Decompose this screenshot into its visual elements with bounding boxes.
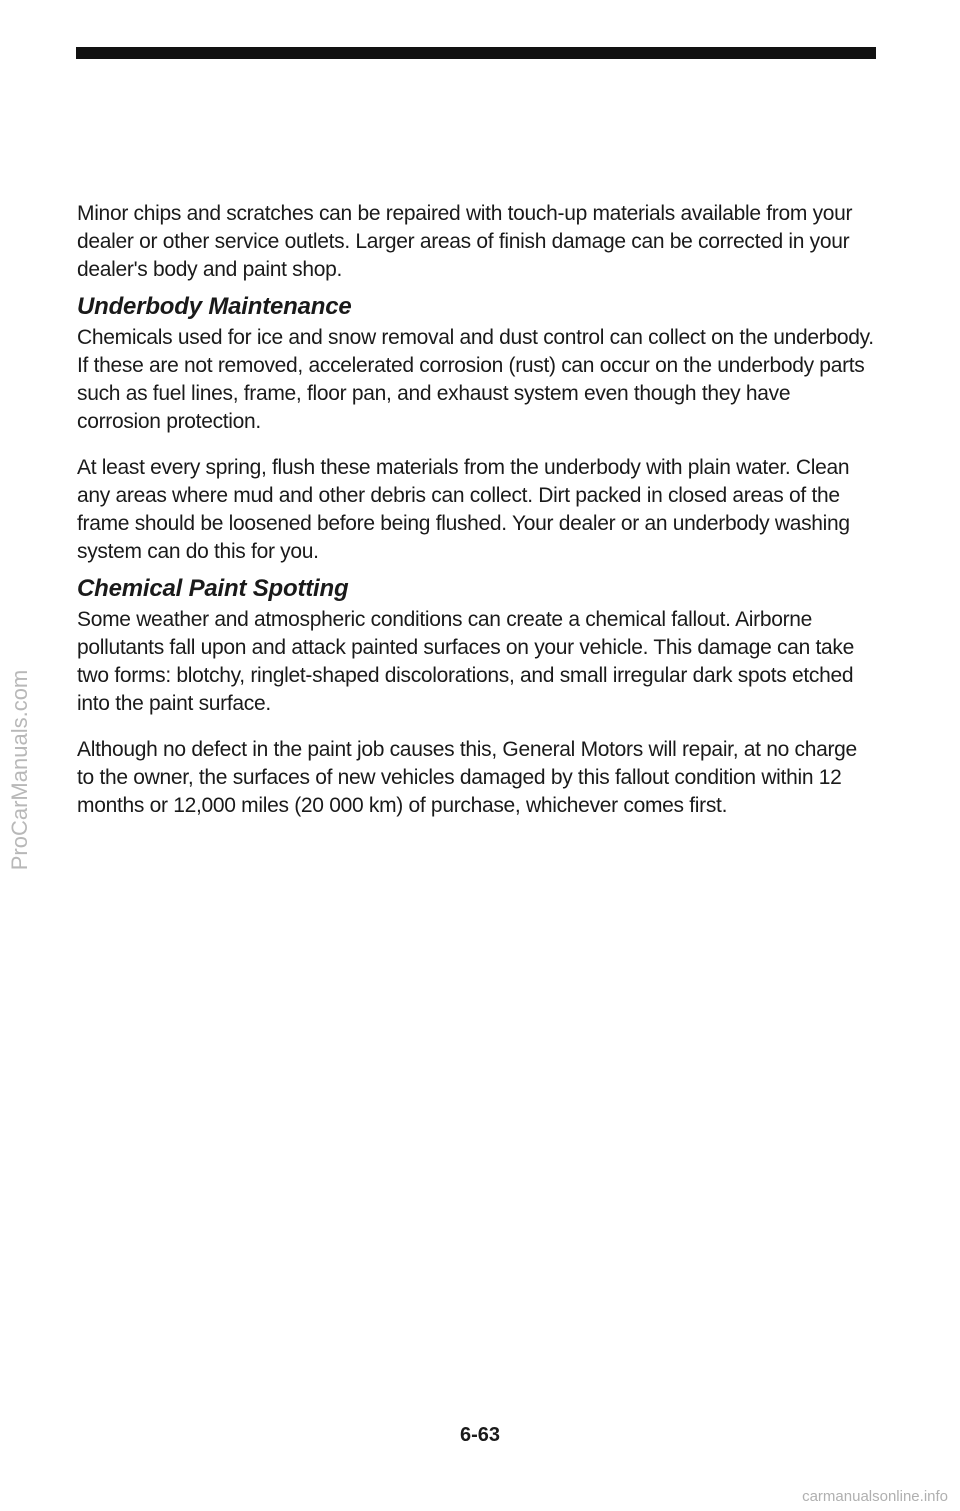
paint-spotting-paragraph-2: Although no defect in the paint job causes this, General Motors will repair, at no charge to the owner, the surfaces of new vehicles damaged by this fallout condition within 12 months or 12,000 miles (20 000 km) of purchase, whichever comes first. — [77, 738, 857, 817]
side-watermark — [0, 620, 40, 920]
underbody-paragraph-2: At least every spring, flush these materials from the underbody with plain water. Clean any areas where mud and other debris can collect. Dirt packed in closed areas of the frame should be loosened before being flushed. Your dealer or an underbody washing system can do this for you. — [77, 456, 850, 563]
underbody-paragraph-1: Chemicals used for ice and snow removal and dust control can collect on the underbody. If these are not removed, accelerated corrosion (rust) can occur on the underbody parts such as fuel lines, frame, floor pan, and exhaust system even though they have corrosion protection. — [77, 326, 874, 433]
intro-paragraph: Minor chips and scratches can be repaired with touch-up materials available from your dealer or other service outlets. Larger areas of finish damage can be corrected in your dealer's body and paint shop. — [77, 202, 853, 281]
page-content — [77, 200, 877, 820]
bottom-watermark: carmanualsonline.info — [802, 1488, 948, 1505]
section-heading-paint-spotting: Chemical Paint Spotting — [77, 575, 349, 602]
paint-spotting-paragraph-1: Some weather and atmospheric conditions can create a chemical fallout. Airborne pollutants fall upon and attack painted surfaces on your vehicle. This damage can take two forms: blotchy, ringlet-shaped discolorations, and small irregular dark spots etched into the paint surface. — [77, 608, 854, 715]
top-rule — [76, 47, 876, 59]
section-heading-underbody: Underbody Maintenance — [77, 293, 352, 320]
side-watermark-text: ProCarManuals.com — [7, 669, 32, 871]
page-number: 6-63 — [459, 1424, 501, 1446]
